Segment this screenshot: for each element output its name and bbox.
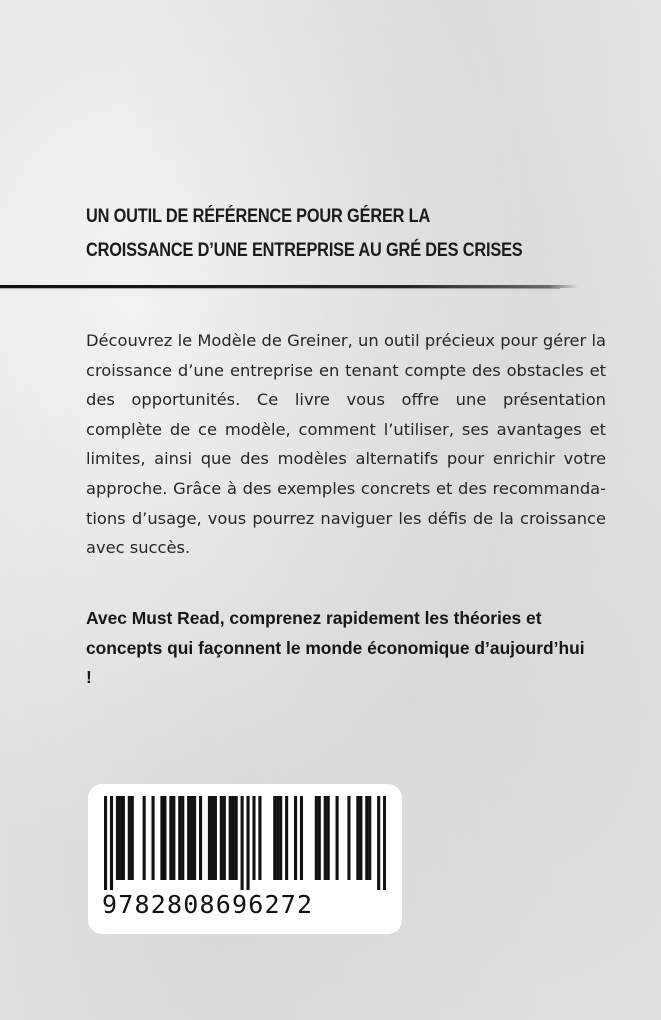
barcode-bar	[220, 796, 223, 880]
barcode-bar	[172, 796, 175, 880]
barcode-bar	[214, 796, 217, 880]
barcode-bar	[285, 796, 288, 880]
heading-line-1: UN OUTIL DE RÉFÉRENCE POUR GÉRER LA	[86, 206, 431, 227]
barcode-bar	[377, 796, 380, 890]
barcode-bar	[223, 796, 226, 880]
barcode-bar	[143, 796, 146, 880]
heading-divider	[0, 285, 578, 288]
barcode-bar	[315, 796, 318, 880]
barcode-bar	[131, 796, 134, 880]
barcode-bar	[356, 796, 359, 880]
barcode-icon	[104, 796, 386, 890]
barcode-bar	[359, 796, 362, 880]
barcode-bar	[276, 796, 279, 880]
barcode-bar	[211, 796, 214, 880]
barcode-bar	[383, 796, 386, 890]
barcode-bar	[208, 796, 211, 880]
barcode-bar	[300, 796, 303, 880]
barcode-bar	[229, 796, 232, 880]
barcode-bar	[279, 796, 282, 880]
barcode-bar	[110, 796, 113, 890]
barcode-panel	[88, 784, 402, 934]
barcode-bar	[368, 796, 371, 880]
barcode-bar	[128, 796, 131, 880]
barcode-bar	[241, 796, 244, 890]
barcode-bar	[246, 796, 249, 890]
barcode-bar	[258, 796, 261, 880]
barcode-bar	[178, 796, 181, 880]
barcode-bar	[336, 796, 339, 880]
barcode-bar	[294, 796, 297, 880]
barcode-bar	[318, 796, 321, 880]
barcode-bar	[365, 796, 368, 880]
barcode-bar	[190, 796, 193, 880]
barcode-bar	[181, 796, 184, 880]
isbn-number: 9782808696272	[102, 890, 314, 919]
barcode-bar	[232, 796, 235, 880]
barcode-bar	[119, 796, 122, 880]
barcode-bar	[104, 796, 107, 890]
book-summary: Découvrez le Modèle de Greiner, un outil précieux pour gérer la croissance d’une entreprise en tenant compte des obstacles et des opportunités. Ce livre vous offre une présentation complète de ce modèle, comment l’utiliser, ses avantages et limites, ainsi que des modèles alternatifs pour enrichir votre approche. Grâce à des exemples concrets et des recommandations d’usage, vous pourrez naviguer les défis de la croissance avec succès.	[86, 331, 606, 558]
barcode-bar	[273, 796, 276, 880]
barcode-bar	[324, 796, 327, 880]
barcode-bar	[327, 796, 330, 880]
barcode-bar	[235, 796, 238, 880]
barcode-bar	[169, 796, 172, 880]
barcode-bar	[122, 796, 125, 880]
barcode-bar	[252, 796, 255, 880]
barcode-bar	[193, 796, 196, 880]
publisher-tagline: Avec Must Read, comprenez rapidement les théories et concepts qui façonnent le monde économique d’aujourd’hui !	[86, 608, 585, 687]
barcode-bar	[199, 796, 202, 880]
barcode-bar	[151, 796, 154, 880]
barcode-bar	[160, 796, 163, 880]
barcode-bar	[347, 796, 350, 880]
barcode-bar	[163, 796, 166, 880]
heading-line-2: CROISSANCE D’UNE ENTREPRISE AU GRÉ DES CRISES	[86, 240, 523, 261]
barcode-bar	[116, 796, 119, 880]
cover-heading	[86, 200, 533, 268]
barcode-bar	[187, 796, 190, 880]
